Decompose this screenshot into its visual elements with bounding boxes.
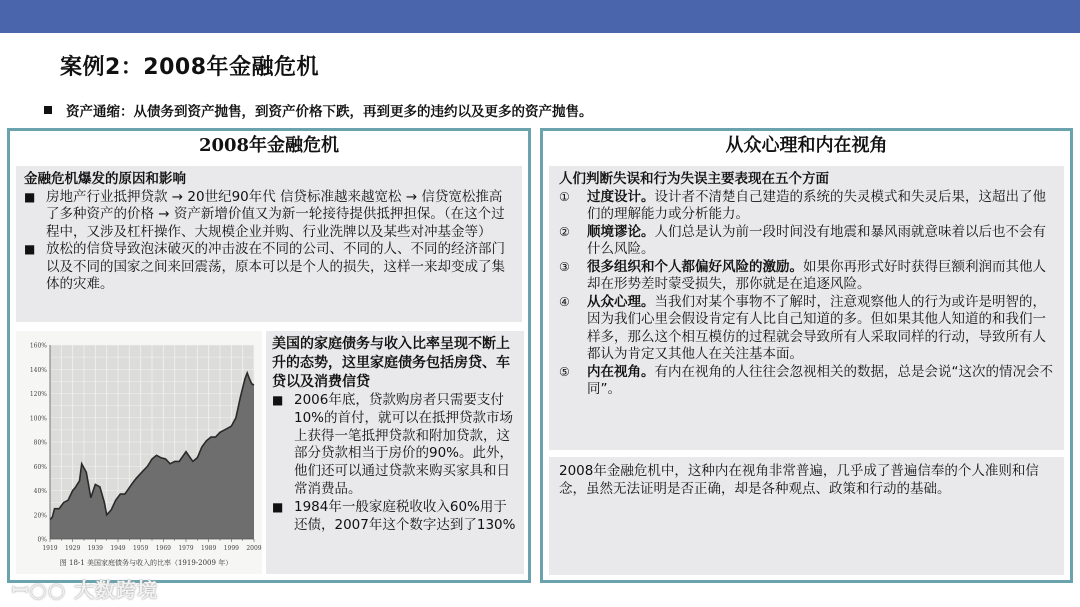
svg-text:1989: 1989	[201, 545, 217, 552]
list-item	[24, 241, 514, 294]
item-text: 有内在视角的人往往会忽视相关的数据，总是会说“这次的情况会不同”。	[587, 363, 1053, 397]
household-debt-box	[266, 331, 524, 574]
bullet-text: 1984年一般家庭税收收入60%用于还债，2007年这个数字达到了130%	[294, 498, 516, 533]
svg-text:1919: 1919	[42, 545, 58, 552]
svg-text:120%: 120%	[29, 391, 47, 398]
circled-number-2-icon: ②	[559, 224, 570, 239]
right-panel	[540, 128, 1073, 583]
svg-text:20%: 20%	[33, 512, 47, 520]
item-term: 内在视角。	[587, 363, 655, 380]
causes-heading: 金融危机爆发的原因和影响	[24, 171, 186, 187]
subtitle-text: 资产通缩：从债务到资产抛售，到资产价格下跌，再到更多的违约以及更多的资产抛售。	[66, 104, 593, 120]
item-term: 从众心理。	[587, 293, 655, 310]
list-item	[559, 224, 1054, 259]
svg-text:2009: 2009	[246, 545, 262, 552]
item-text: 当我们对某个事物不了解时，注意观察他人的行为或许是明智的，因为我们心里会假设肯定有人比自己知道的多。但如果其他人知道的和我们一样多，那么这个相互模仿的过程就会导致所有人采取同样的行动，导致所有人都认为肯定又其他人在关注基本面。	[587, 293, 1046, 362]
list-item	[559, 364, 1054, 399]
square-bullet-icon: ■	[24, 242, 36, 256]
bullet-text: 房地产行业抵押贷款 → 20世纪90年代 信贷标准越来越宽松 → 信贷宽松推高了多种资产的价格 → 资产新增价值又为新一轮接待提供抵押担保。（在这个过程中，又涉及杠杆操作、大规模企业并购、行业洗牌以及某些对冲基金等）	[46, 188, 505, 240]
svg-text:40%: 40%	[33, 488, 47, 495]
svg-text:60%: 60%	[33, 463, 47, 471]
svg-text:1949: 1949	[110, 545, 126, 552]
svg-text:80%: 80%	[33, 439, 47, 447]
circled-number-3-icon: ③	[559, 259, 570, 274]
svg-text:1929: 1929	[65, 545, 81, 552]
item-term: 过度设计。	[587, 188, 655, 205]
list-item	[272, 392, 518, 499]
left-panel-title: 2008年金融危机	[198, 135, 340, 156]
watermark-logo-icon: ꟷ○○	[12, 578, 75, 602]
list-item	[559, 294, 1054, 364]
item-text: 人们总是认为前一段时间没有地震和暴风雨就意味着以后也不会有什么风险。	[587, 223, 1046, 257]
circled-number-1-icon: ①	[559, 189, 570, 204]
item-text: 设计者不清楚自己建造的系统的失灵模式和失灵后果，这超出了他们的理解能力或分析能力。	[587, 188, 1046, 222]
list-item	[24, 189, 514, 242]
page-title: 案例2：2008年金融危机	[60, 55, 320, 80]
square-bullet-icon	[44, 106, 52, 114]
square-bullet-icon: ■	[24, 189, 36, 204]
watermark	[12, 574, 158, 603]
svg-text:160%: 160%	[29, 342, 47, 350]
list-item	[272, 499, 518, 535]
square-bullet-icon: ■	[272, 393, 284, 407]
circled-number-5-icon: ⑤	[559, 364, 570, 379]
right-panel-title: 从众心理和内在视角	[725, 135, 888, 156]
svg-text:1999: 1999	[223, 545, 239, 552]
svg-text:100%: 100%	[29, 415, 47, 423]
debt-income-chart	[16, 331, 262, 574]
item-text: 如果你再形式好时获得巨额利润而其他人却在形势差时蒙受损失，那你就是在追逐风险。	[587, 258, 1046, 292]
circled-number-4-icon: ④	[559, 294, 570, 309]
svg-text:1969: 1969	[155, 545, 171, 552]
item-term: 顺境谬论。	[587, 223, 655, 240]
item-term: 很多组织和个人都偏好风险的激励。	[587, 258, 803, 275]
bullet-text: 放松的信贷导致泡沫破灭的冲击波在不同的公司、不同的人、不同的经济部门以及不同的国家之间来回震荡，原本可以是个人的损失，这样一来却变成了集体的灾难。	[46, 241, 505, 292]
subtitle	[44, 100, 593, 120]
errors-heading: 人们判断失误和行为失误主要表现在五个方面	[559, 171, 829, 187]
svg-text:1939: 1939	[87, 545, 103, 552]
errors-box	[549, 166, 1064, 450]
svg-text:1979: 1979	[178, 545, 194, 552]
square-bullet-icon: ■	[272, 499, 284, 514]
list-item	[559, 259, 1054, 294]
left-panel	[7, 128, 531, 583]
bullet-text: 2006年底，贷款购房者只需要支付10%的首付，就可以在抵押贷款市场上获得一笔抵押贷款和附加贷款，这部分贷款相当于房价的90%。此外，他们还可以通过贷款来购买家具和日常消费品。	[294, 392, 514, 497]
svg-text:0%: 0%	[37, 536, 47, 544]
svg-text:图 18-1 美国家庭债务与收入的比率（1919-200: 图 18-1 美国家庭债务与收入的比率（1919-2009 年）	[59, 559, 233, 567]
header-bar	[0, 0, 1080, 33]
svg-text:140%: 140%	[29, 366, 47, 374]
area-chart	[16, 331, 262, 574]
watermark-text: 大数跨境	[74, 578, 159, 602]
summary-box: 2008年金融危机中，这种内在视角非常普遍，几乎成了普遍信奉的个人准则和信念，虽然无法证明是否正确，却是各种观点、政策和行动的基础。	[549, 457, 1064, 575]
causes-box	[16, 166, 522, 322]
list-item	[559, 189, 1054, 224]
svg-text:1959: 1959	[133, 545, 149, 552]
household-debt-heading: 美国的家庭债务与收入比率呈现不断上升的态势，这里家庭债务包括房贷、车贷以及消费信贷	[272, 336, 510, 390]
